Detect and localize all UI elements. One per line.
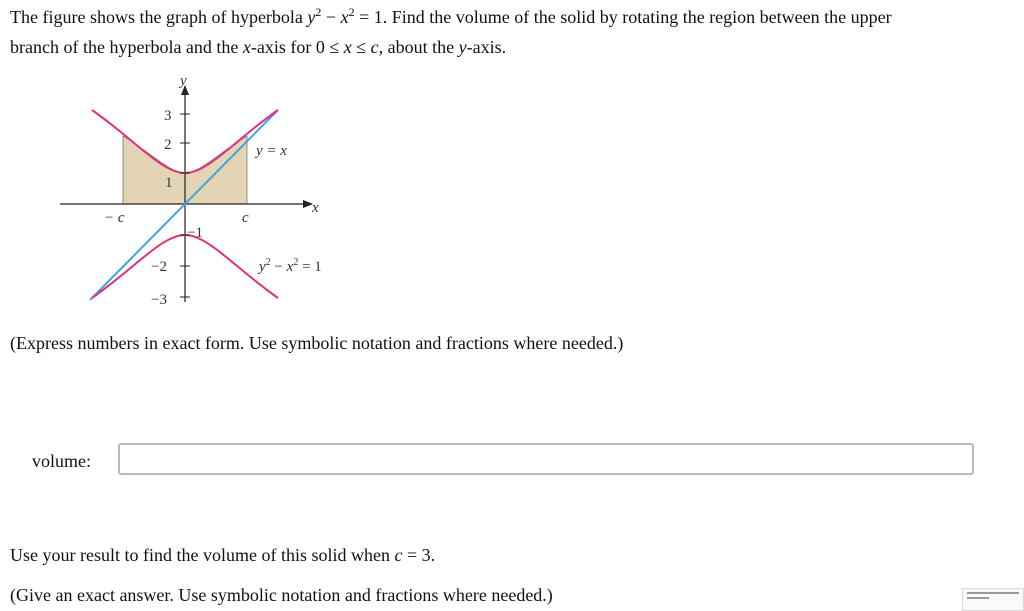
- y-axis-label: y: [180, 73, 187, 89]
- hyperbola-label: $y^2 - x^2 = 1$: [259, 257, 322, 275]
- tick-label-neg1: −1: [187, 225, 203, 241]
- hyperbola-figure: [50, 70, 370, 310]
- question-line-2: branch of the hyperbola and the x-axis for 0 ≤ x ≤ c, about the y-axis.: [10, 37, 507, 57]
- volume-input[interactable]: [118, 443, 974, 475]
- instruction-exact-form: (Express numbers in exact form. Use symbolic notation and fractions where needed.): [10, 333, 624, 353]
- tick-label-1: 1: [165, 175, 173, 191]
- label-neg-c: − c: [104, 210, 125, 226]
- asymptote-label: y = x: [256, 143, 287, 159]
- hyperbola-graph: [50, 70, 370, 310]
- volume-label: volume:: [32, 451, 91, 471]
- tick-label-neg3: −3: [151, 292, 167, 308]
- asymptote-line: [90, 110, 278, 300]
- tick-label-2: 2: [164, 137, 172, 153]
- label-c: c: [242, 210, 249, 226]
- thumbnail-line: [967, 592, 1019, 594]
- x-axis-label: x: [312, 200, 319, 216]
- page-thumbnail: [962, 588, 1024, 611]
- followup-question: Use your result to find the volume of this solid when c = 3.: [10, 545, 436, 565]
- tick-label-neg2: −2: [151, 259, 167, 275]
- tick-label-3: 3: [164, 108, 172, 124]
- question-line-1: The figure shows the graph of hyperbola $y^2 - x^2 = 1$. Find the volume of the solid by rotating the region between the upper: [10, 5, 892, 27]
- instruction-exact-answer: (Give an exact answer. Use symbolic notation and fractions where needed.): [10, 585, 553, 605]
- thumbnail-line: [967, 597, 989, 599]
